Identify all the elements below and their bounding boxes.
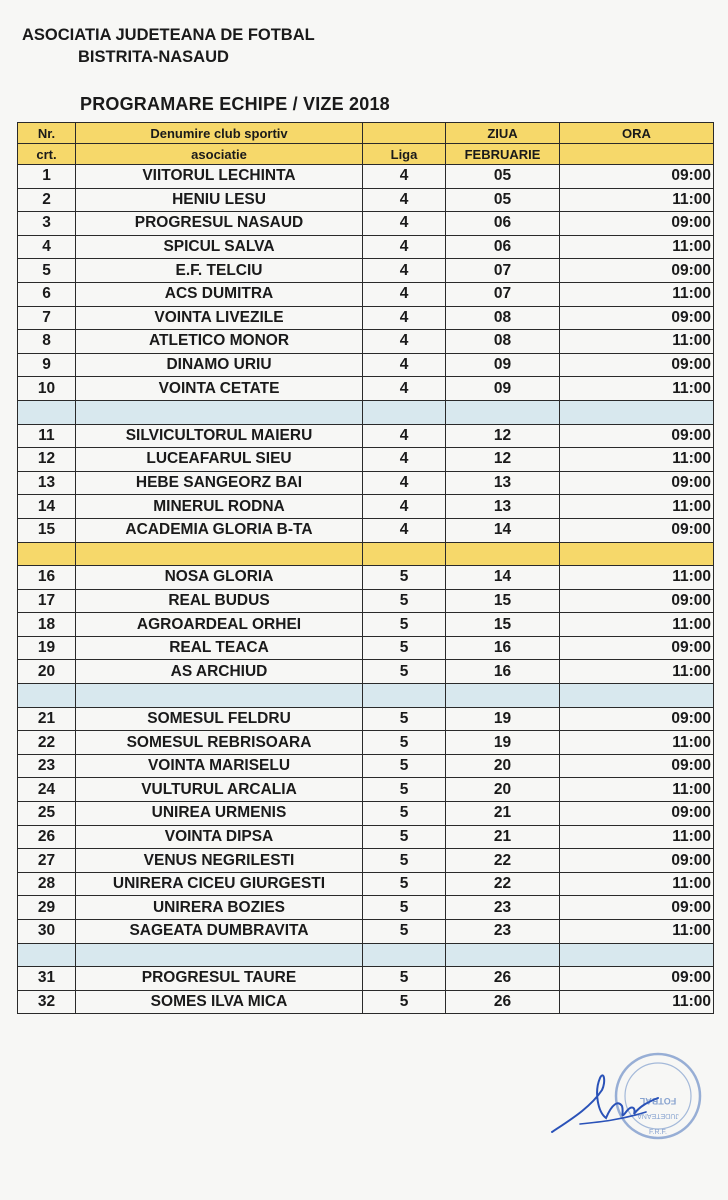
row-number: 24 — [18, 778, 76, 802]
club-name: REAL TEACA — [76, 636, 363, 660]
separator-cell — [363, 400, 446, 424]
liga: 4 — [363, 306, 446, 330]
row-number: 10 — [18, 377, 76, 401]
ziua: 26 — [446, 990, 560, 1014]
separator-cell — [446, 684, 560, 708]
separator-cell — [446, 542, 560, 566]
row-number: 2 — [18, 188, 76, 212]
ziua: 14 — [446, 566, 560, 590]
table-row — [18, 967, 714, 991]
separator-cell — [18, 684, 76, 708]
club-name: VENUS NEGRILESTI — [76, 849, 363, 873]
row-number: 18 — [18, 613, 76, 637]
separator-cell — [446, 400, 560, 424]
ziua: 08 — [446, 306, 560, 330]
row-number: 25 — [18, 802, 76, 826]
liga: 5 — [363, 920, 446, 944]
row-number: 12 — [18, 448, 76, 472]
signature — [550, 1060, 660, 1140]
club-name: SOMESUL FELDRU — [76, 707, 363, 731]
col-asociatie-header: asociatie — [76, 144, 363, 165]
row-number: 14 — [18, 495, 76, 519]
col-liga-header-top — [363, 123, 446, 144]
liga: 5 — [363, 731, 446, 755]
row-number: 29 — [18, 896, 76, 920]
club-name: VOINTA MARISELU — [76, 754, 363, 778]
table-row — [18, 212, 714, 236]
liga: 5 — [363, 566, 446, 590]
liga: 5 — [363, 990, 446, 1014]
liga: 4 — [363, 471, 446, 495]
ziua: 09 — [446, 377, 560, 401]
table-row — [18, 589, 714, 613]
row-number: 22 — [18, 731, 76, 755]
separator-cell — [363, 943, 446, 967]
separator-row — [18, 400, 714, 424]
liga: 4 — [363, 377, 446, 401]
ora: 09:00 — [560, 636, 714, 660]
ora: 11:00 — [560, 613, 714, 637]
table-row — [18, 424, 714, 448]
ora: 11:00 — [560, 377, 714, 401]
row-number: 26 — [18, 825, 76, 849]
col-ora-header: ORA — [560, 123, 714, 144]
liga: 4 — [363, 165, 446, 189]
separator-cell — [446, 943, 560, 967]
separator-cell — [363, 684, 446, 708]
club-name: AS ARCHIUD — [76, 660, 363, 684]
club-name: UNIREA URMENIS — [76, 802, 363, 826]
row-number: 9 — [18, 353, 76, 377]
liga: 5 — [363, 589, 446, 613]
ziua: 15 — [446, 613, 560, 637]
club-name: MINERUL RODNA — [76, 495, 363, 519]
ora: 11:00 — [560, 188, 714, 212]
ora: 09:00 — [560, 471, 714, 495]
ora: 09:00 — [560, 802, 714, 826]
separator-cell — [76, 400, 363, 424]
row-number: 15 — [18, 518, 76, 542]
row-number: 28 — [18, 872, 76, 896]
club-name: UNIRERA BOZIES — [76, 896, 363, 920]
ziua: 21 — [446, 825, 560, 849]
liga: 5 — [363, 849, 446, 873]
liga: 5 — [363, 778, 446, 802]
ora: 11:00 — [560, 825, 714, 849]
page-title: PROGRAMARE ECHIPE / VIZE 2018 — [80, 94, 390, 114]
table-row — [18, 518, 714, 542]
club-name: PROGRESUL NASAUD — [76, 212, 363, 236]
ziua: 12 — [446, 448, 560, 472]
club-name: LUCEAFARUL SIEU — [76, 448, 363, 472]
ora: 09:00 — [560, 165, 714, 189]
ziua: 06 — [446, 212, 560, 236]
ora: 09:00 — [560, 896, 714, 920]
ziua: 09 — [446, 353, 560, 377]
ziua: 13 — [446, 471, 560, 495]
ora: 09:00 — [560, 306, 714, 330]
col-club-header: Denumire club sportiv — [76, 123, 363, 144]
table-row — [18, 802, 714, 826]
table-header — [18, 123, 714, 165]
liga: 5 — [363, 802, 446, 826]
liga: 5 — [363, 967, 446, 991]
ora: 09:00 — [560, 707, 714, 731]
ziua: 07 — [446, 282, 560, 306]
separator-cell — [76, 943, 363, 967]
ziua: 12 — [446, 424, 560, 448]
table-row — [18, 920, 714, 944]
club-name: AGROARDEAL ORHEI — [76, 613, 363, 637]
club-name: SILVICULTORUL MAIERU — [76, 424, 363, 448]
separator-cell — [76, 684, 363, 708]
ziua: 05 — [446, 188, 560, 212]
table-row — [18, 235, 714, 259]
separator-row — [18, 542, 714, 566]
ziua: 08 — [446, 330, 560, 354]
club-name: HEBE SANGEORZ BAI — [76, 471, 363, 495]
ora: 11:00 — [560, 495, 714, 519]
row-number: 3 — [18, 212, 76, 236]
table-row — [18, 754, 714, 778]
col-ziua-header: ZIUA — [446, 123, 560, 144]
liga: 4 — [363, 212, 446, 236]
ziua: 22 — [446, 849, 560, 873]
liga: 5 — [363, 754, 446, 778]
ziua: 16 — [446, 636, 560, 660]
row-number: 30 — [18, 920, 76, 944]
ora: 09:00 — [560, 353, 714, 377]
club-name: SOMES ILVA MICA — [76, 990, 363, 1014]
stamp-text-top: JUDETEANA — [637, 1112, 679, 1119]
row-number: 17 — [18, 589, 76, 613]
separator-cell — [560, 684, 714, 708]
separator-cell — [18, 400, 76, 424]
ora: 11:00 — [560, 566, 714, 590]
liga: 4 — [363, 330, 446, 354]
club-name: VIITORUL LECHINTA — [76, 165, 363, 189]
org-line-2: BISTRITA-NASAUD — [78, 48, 229, 66]
liga: 5 — [363, 896, 446, 920]
ziua: 15 — [446, 589, 560, 613]
liga: 4 — [363, 495, 446, 519]
row-number: 13 — [18, 471, 76, 495]
club-name: HENIU LESU — [76, 188, 363, 212]
ziua: 07 — [446, 259, 560, 283]
ora: 09:00 — [560, 424, 714, 448]
liga: 4 — [363, 518, 446, 542]
club-name: VOINTA DIPSA — [76, 825, 363, 849]
ziua: 23 — [446, 920, 560, 944]
club-name: SOMESUL REBRISOARA — [76, 731, 363, 755]
stamp-text-bottom: F.R.F. — [649, 1129, 667, 1136]
table-row — [18, 282, 714, 306]
separator-row — [18, 684, 714, 708]
table-row — [18, 471, 714, 495]
separator-cell — [560, 542, 714, 566]
row-number: 32 — [18, 990, 76, 1014]
separator-cell — [76, 542, 363, 566]
ora: 09:00 — [560, 967, 714, 991]
ora: 11:00 — [560, 990, 714, 1014]
ora: 09:00 — [560, 518, 714, 542]
ora: 11:00 — [560, 448, 714, 472]
table-row — [18, 660, 714, 684]
club-name: SPICUL SALVA — [76, 235, 363, 259]
ora: 11:00 — [560, 330, 714, 354]
col-februarie-header: FEBRUARIE — [446, 144, 560, 165]
separator-cell — [18, 943, 76, 967]
table-row — [18, 990, 714, 1014]
table-row — [18, 188, 714, 212]
row-number: 20 — [18, 660, 76, 684]
row-number: 8 — [18, 330, 76, 354]
club-name: ACADEMIA GLORIA B-TA — [76, 518, 363, 542]
liga: 4 — [363, 448, 446, 472]
table-row — [18, 731, 714, 755]
table-row — [18, 448, 714, 472]
ora: 09:00 — [560, 212, 714, 236]
row-number: 4 — [18, 235, 76, 259]
club-name: ATLETICO MONOR — [76, 330, 363, 354]
ora: 11:00 — [560, 660, 714, 684]
table-row — [18, 330, 714, 354]
col-liga-header: Liga — [363, 144, 446, 165]
schedule-table — [17, 122, 714, 1014]
table-row — [18, 636, 714, 660]
table-row — [18, 259, 714, 283]
stamp-text-mid: FOTBAL — [639, 1096, 677, 1106]
liga: 5 — [363, 825, 446, 849]
row-number: 21 — [18, 707, 76, 731]
ora: 09:00 — [560, 849, 714, 873]
row-number: 31 — [18, 967, 76, 991]
ziua: 22 — [446, 872, 560, 896]
separator-cell — [560, 943, 714, 967]
separator-row — [18, 943, 714, 967]
table-row — [18, 896, 714, 920]
table-row — [18, 495, 714, 519]
ora: 11:00 — [560, 920, 714, 944]
table-row — [18, 566, 714, 590]
ziua: 06 — [446, 235, 560, 259]
row-number: 7 — [18, 306, 76, 330]
ziua: 14 — [446, 518, 560, 542]
row-number: 6 — [18, 282, 76, 306]
row-number: 27 — [18, 849, 76, 873]
table-row — [18, 825, 714, 849]
table-row — [18, 353, 714, 377]
club-name: REAL BUDUS — [76, 589, 363, 613]
liga: 5 — [363, 872, 446, 896]
row-number: 1 — [18, 165, 76, 189]
row-number: 11 — [18, 424, 76, 448]
table-body — [18, 165, 714, 1014]
row-number: 5 — [18, 259, 76, 283]
col-nr-header: Nr. — [18, 123, 76, 144]
separator-cell — [560, 400, 714, 424]
table-row — [18, 165, 714, 189]
separator-cell — [363, 542, 446, 566]
club-name: VOINTA LIVEZILE — [76, 306, 363, 330]
ziua: 13 — [446, 495, 560, 519]
ora: 11:00 — [560, 731, 714, 755]
row-number: 23 — [18, 754, 76, 778]
ora: 11:00 — [560, 282, 714, 306]
ora: 11:00 — [560, 778, 714, 802]
liga: 4 — [363, 188, 446, 212]
ziua: 26 — [446, 967, 560, 991]
col-crt-header: crt. — [18, 144, 76, 165]
organization-name — [22, 24, 315, 68]
liga: 5 — [363, 660, 446, 684]
club-name: E.F. TELCIU — [76, 259, 363, 283]
liga: 5 — [363, 613, 446, 637]
liga: 4 — [363, 235, 446, 259]
ziua: 21 — [446, 802, 560, 826]
ziua: 05 — [446, 165, 560, 189]
club-name: SAGEATA DUMBRAVITA — [76, 920, 363, 944]
ora: 09:00 — [560, 754, 714, 778]
table-row — [18, 849, 714, 873]
row-number: 16 — [18, 566, 76, 590]
ziua: 23 — [446, 896, 560, 920]
club-name: ACS DUMITRA — [76, 282, 363, 306]
ora: 11:00 — [560, 235, 714, 259]
table-row — [18, 872, 714, 896]
liga: 4 — [363, 424, 446, 448]
club-name: VOINTA CETATE — [76, 377, 363, 401]
club-name: VULTURUL ARCALIA — [76, 778, 363, 802]
club-name: DINAMO URIU — [76, 353, 363, 377]
club-name: UNIRERA CICEU GIURGESTI — [76, 872, 363, 896]
header-row-1 — [18, 123, 714, 144]
liga: 4 — [363, 282, 446, 306]
table-row — [18, 778, 714, 802]
ora: 11:00 — [560, 872, 714, 896]
header-row-2 — [18, 144, 714, 165]
club-name: PROGRESUL TAURE — [76, 967, 363, 991]
row-number: 19 — [18, 636, 76, 660]
org-line-1: ASOCIATIA JUDETEANA DE FOTBAL — [22, 26, 315, 44]
ziua: 20 — [446, 754, 560, 778]
table-row — [18, 707, 714, 731]
table-row — [18, 613, 714, 637]
ziua: 19 — [446, 707, 560, 731]
ziua: 19 — [446, 731, 560, 755]
liga: 5 — [363, 636, 446, 660]
ziua: 16 — [446, 660, 560, 684]
liga: 5 — [363, 707, 446, 731]
liga: 4 — [363, 353, 446, 377]
table-row — [18, 377, 714, 401]
table-row — [18, 306, 714, 330]
ziua: 20 — [446, 778, 560, 802]
liga: 4 — [363, 259, 446, 283]
ora: 09:00 — [560, 589, 714, 613]
col-ora-header-bottom — [560, 144, 714, 165]
ora: 09:00 — [560, 259, 714, 283]
club-name: NOSA GLORIA — [76, 566, 363, 590]
separator-cell — [18, 542, 76, 566]
